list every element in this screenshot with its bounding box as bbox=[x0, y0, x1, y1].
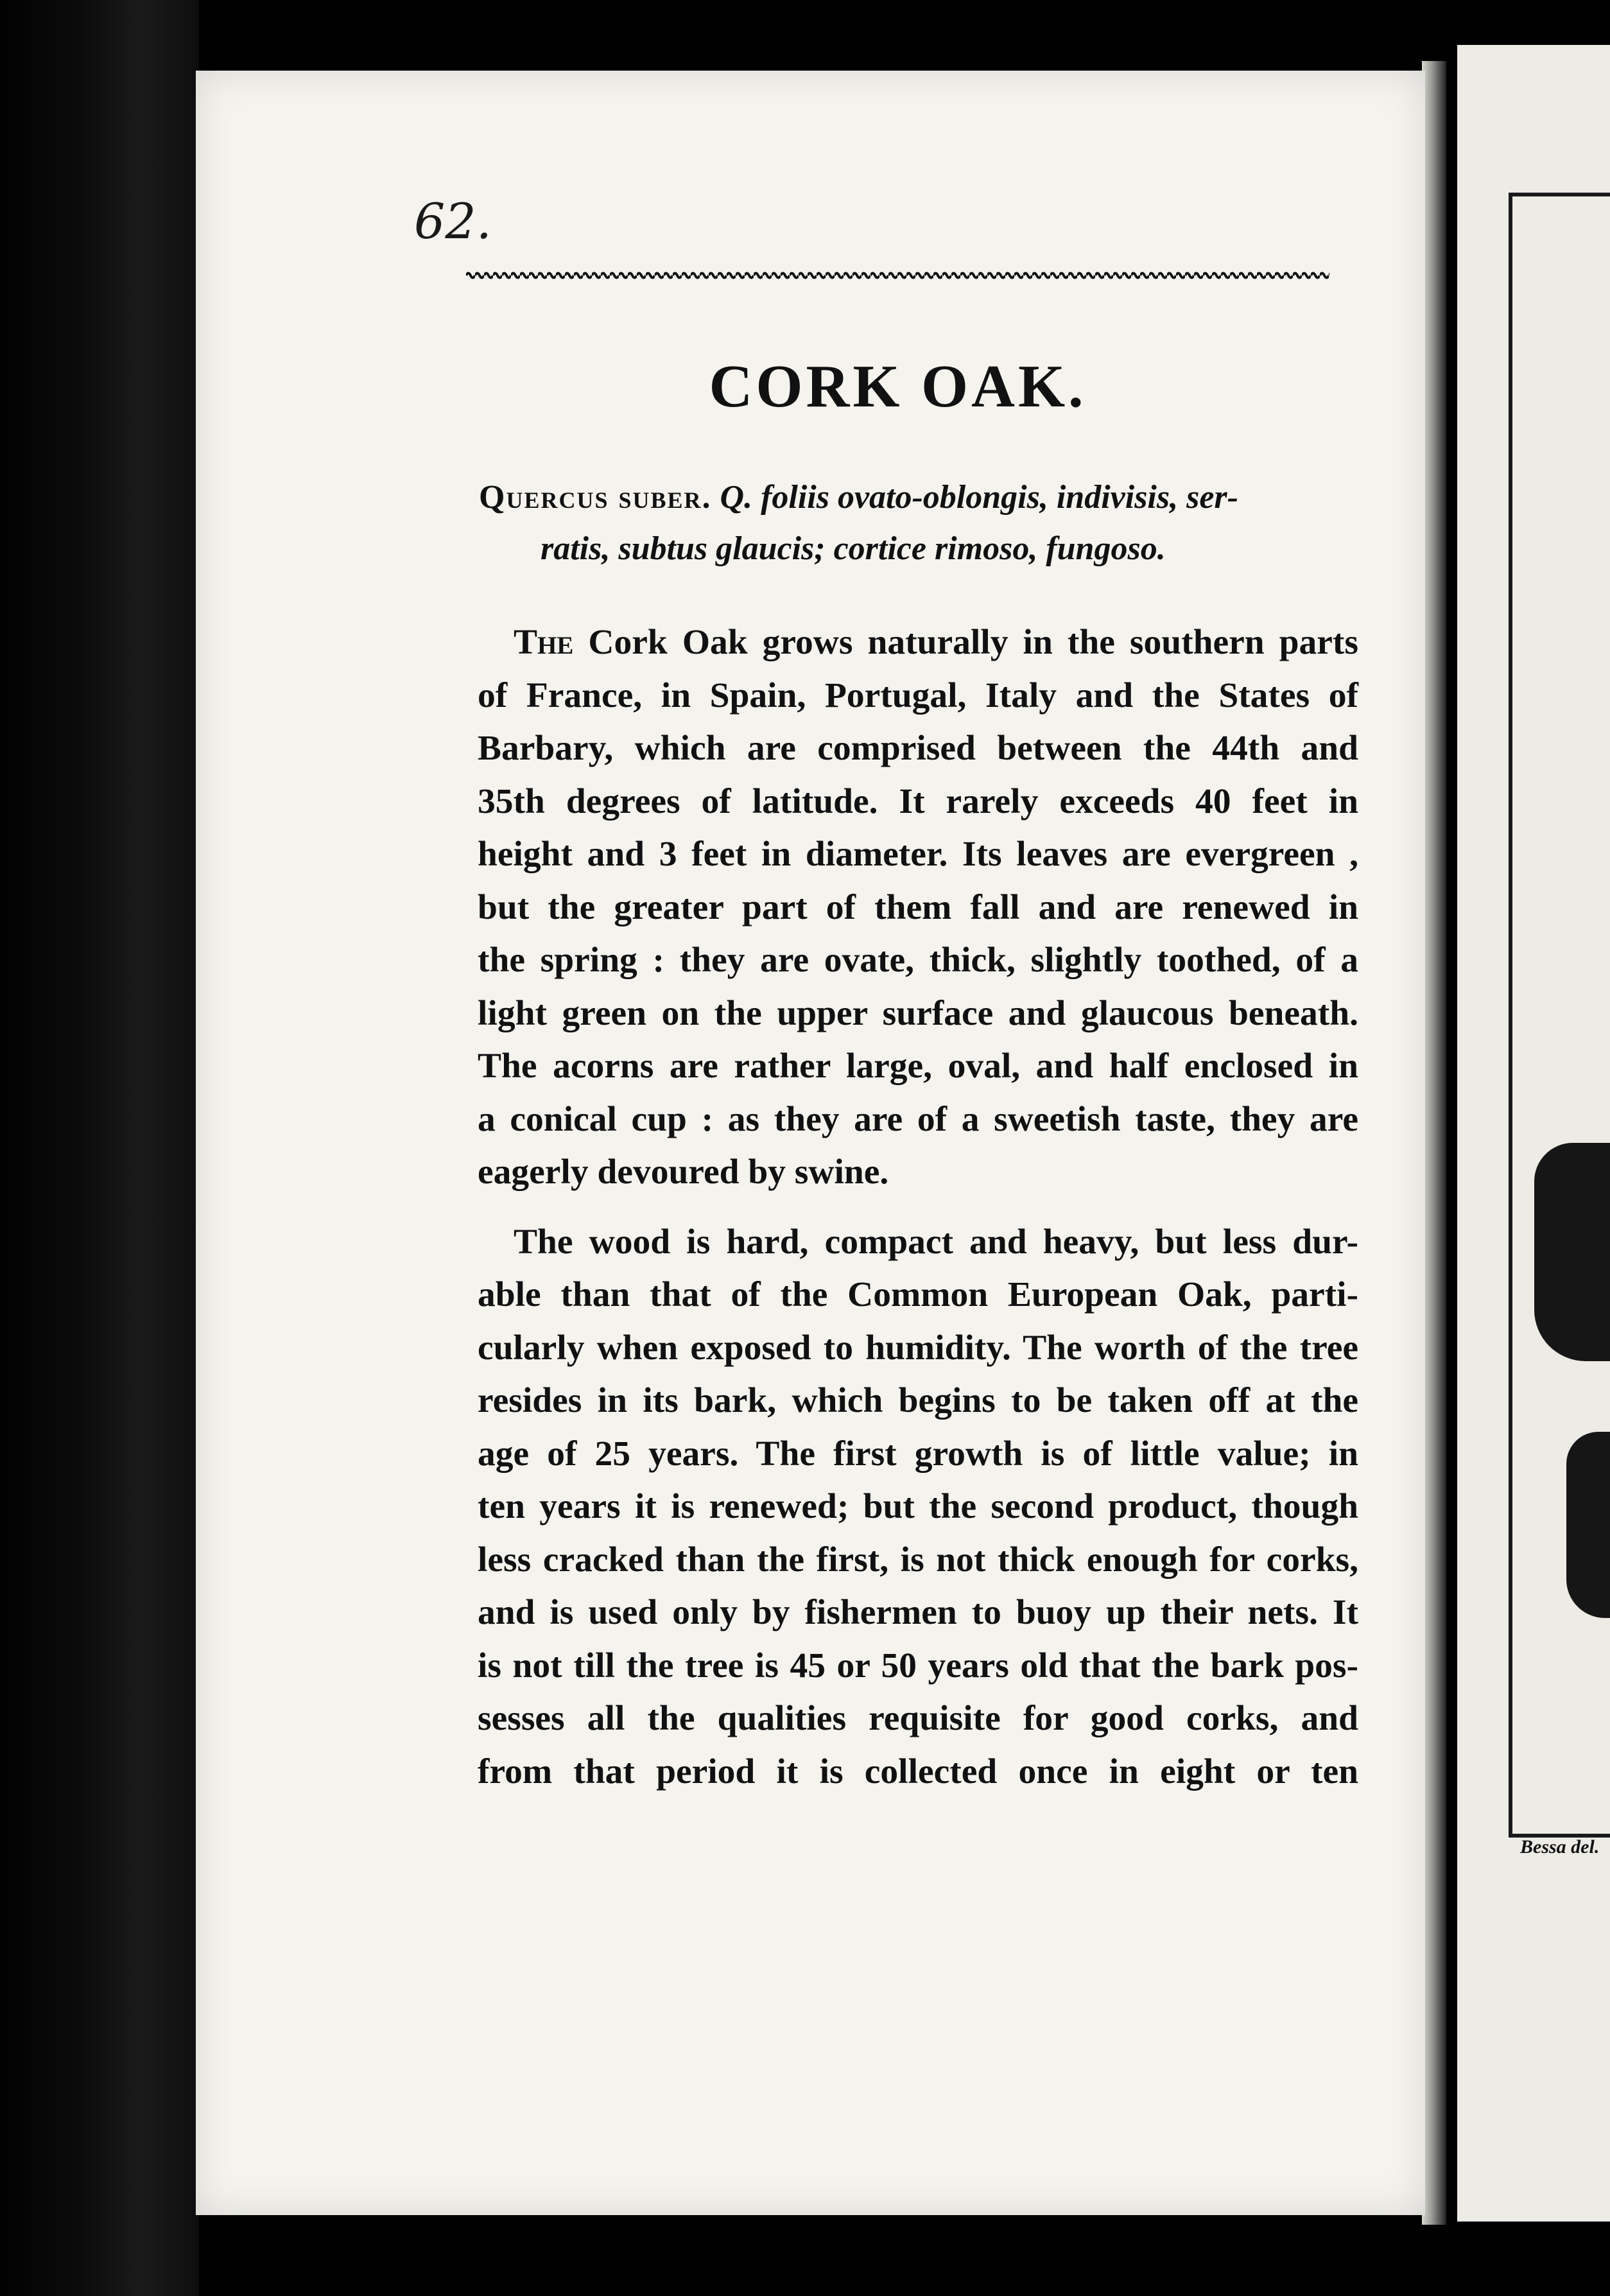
paragraph bbox=[478, 1216, 1358, 1799]
text-line: The Cork Oak grows naturally in the southern parts bbox=[514, 623, 1358, 662]
botanical-description bbox=[479, 472, 1352, 575]
text-line: is not till the tree is 45 or 50 years old that the bark pos- bbox=[478, 1646, 1358, 1685]
text-line: eagerly devoured by swine. bbox=[478, 1152, 889, 1192]
plate-credit: Bessa del. bbox=[1520, 1836, 1600, 1857]
leaf-illustration bbox=[1566, 1432, 1610, 1618]
text-line: age of 25 years. The first growth is of little value; in bbox=[478, 1434, 1358, 1474]
latin-diagnosis-line: ratis, subtus glaucis; cortice rimoso, fungoso. bbox=[541, 530, 1166, 567]
page-number: 62. bbox=[414, 193, 492, 250]
text-line: less cracked than the first, is not thick enough for corks, bbox=[478, 1540, 1358, 1579]
page-edge bbox=[1422, 61, 1446, 2225]
text-line: cularly when exposed to humidity. The worth of the tree bbox=[478, 1328, 1358, 1368]
text-line: and is used only by fishermen to buoy up their nets. It bbox=[478, 1593, 1358, 1632]
text-line: a conical cup : as they are of a sweetish taste, they are bbox=[478, 1099, 1358, 1139]
page-title: CORK OAK. bbox=[709, 353, 1087, 420]
text-line: light green on the upper surface and glaucous beneath. bbox=[478, 993, 1358, 1033]
book-gutter bbox=[0, 0, 199, 2296]
text-line: height and 3 feet in diameter. Its leaves are evergreen , bbox=[478, 835, 1358, 874]
text-line: of France, in Spain, Portugal, Italy and the States of bbox=[478, 675, 1358, 715]
text-line: The wood is hard, compact and heavy, but less dur- bbox=[514, 1222, 1358, 1262]
text-line: ten years it is renewed; but the second product, though bbox=[478, 1487, 1358, 1526]
latin-diagnosis-line: Q. foliis ovato-oblongis, indivisis, ser- bbox=[720, 479, 1238, 516]
text-line: from that period it is collected once in eight or ten bbox=[478, 1752, 1358, 1791]
text-line: but the greater part of them fall and are renewed in bbox=[478, 887, 1358, 927]
article-body bbox=[478, 616, 1358, 1798]
text-line: resides in its bark, which begins to be taken off at the bbox=[478, 1381, 1358, 1420]
text-line: sesses all the qualities requisite for good corks, and bbox=[478, 1699, 1358, 1738]
decorative-rule bbox=[466, 270, 1329, 281]
text-line: 35th degrees of latitude. It rarely exceeds 40 feet in bbox=[478, 781, 1358, 821]
drop-word: The bbox=[514, 623, 574, 662]
text-line: the spring : they are ovate, thick, slightly toothed, of a bbox=[478, 941, 1358, 980]
text-line: Barbary, which are comprised between the 44th and bbox=[478, 729, 1358, 768]
genus-name: Quercus suber. bbox=[479, 479, 712, 516]
text-line: able than that of the Common European Oak, parti- bbox=[478, 1275, 1358, 1314]
paragraph bbox=[478, 616, 1358, 1199]
text-line: The acorns are rather large, oval, and half enclosed in bbox=[478, 1047, 1358, 1086]
leaf-illustration bbox=[1534, 1143, 1610, 1361]
